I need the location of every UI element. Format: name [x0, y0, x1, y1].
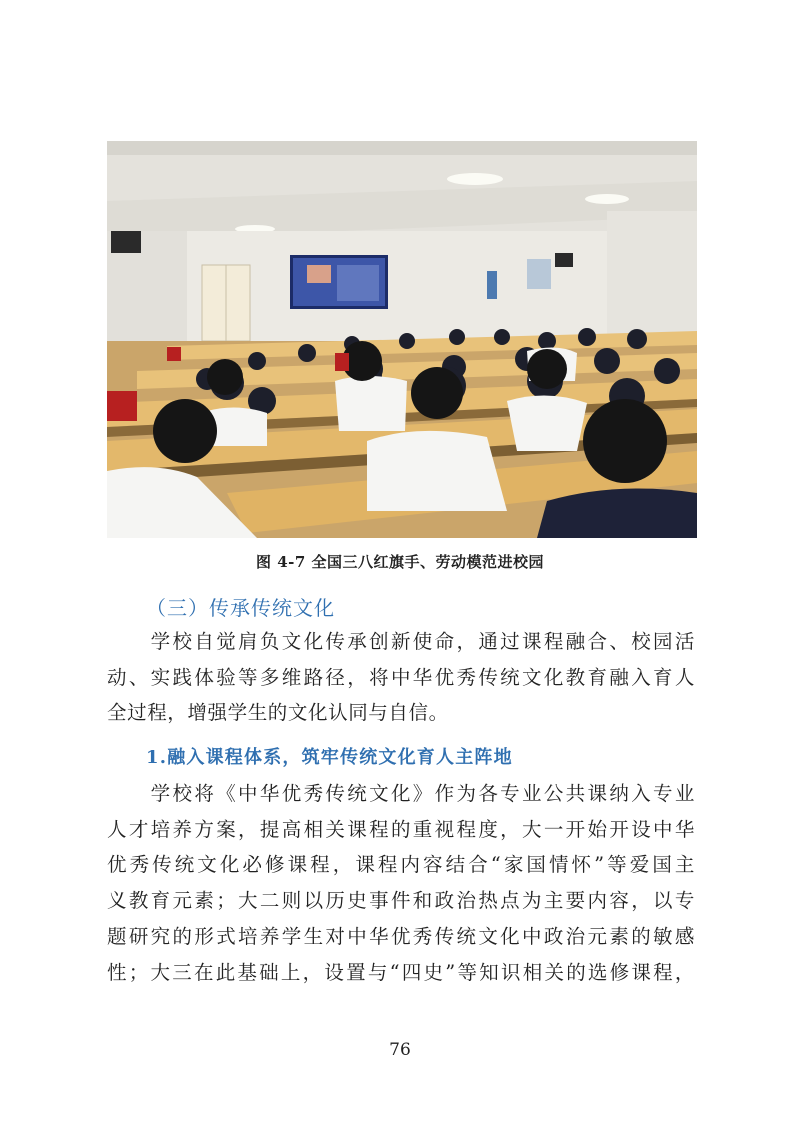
figure-caption: 图 4-7 全国三八红旗手、劳动模范进校园 — [255, 553, 545, 571]
body-line: 人才培养方案，提高相关课程的重视程度，大一开始开设中华 — [107, 817, 695, 841]
page-number: 76 — [389, 1040, 411, 1060]
body-line: 义教育元素；大二则以历史事件和政治热点为主要内容，以专 — [107, 889, 695, 913]
lecture-hall-photo — [107, 141, 697, 538]
section-heading: （三）传承传统文化 — [146, 596, 335, 620]
intro-line: 全过程，增强学生的文化认同与自信。 — [107, 701, 449, 725]
sub-heading: 1.融入课程体系，筑牢传统文化育人主阵地 — [146, 747, 513, 768]
intro-line: 动、实践体验等多维路径，将中华优秀传统文化教育融入育人 — [107, 665, 695, 689]
body-paragraph — [107, 776, 695, 990]
photo-illustration — [107, 141, 697, 538]
intro-paragraph — [107, 624, 695, 731]
body-line: 学校将《中华优秀传统文化》作为各专业公共课纳入专业 — [107, 782, 695, 805]
body-line: 优秀传统文化必修课程，课程内容结合“家国情怀”等爱国主 — [107, 853, 695, 877]
body-line: 题研究的形式培养学生对中华优秀传统文化中政治元素的敏感 — [107, 924, 695, 948]
body-line: 性；大三在此基础上，设置与“四史”等知识相关的选修课程， — [107, 960, 695, 984]
intro-line: 学校自觉肩负文化传承创新使命，通过课程融合、校园活 — [107, 630, 695, 653]
